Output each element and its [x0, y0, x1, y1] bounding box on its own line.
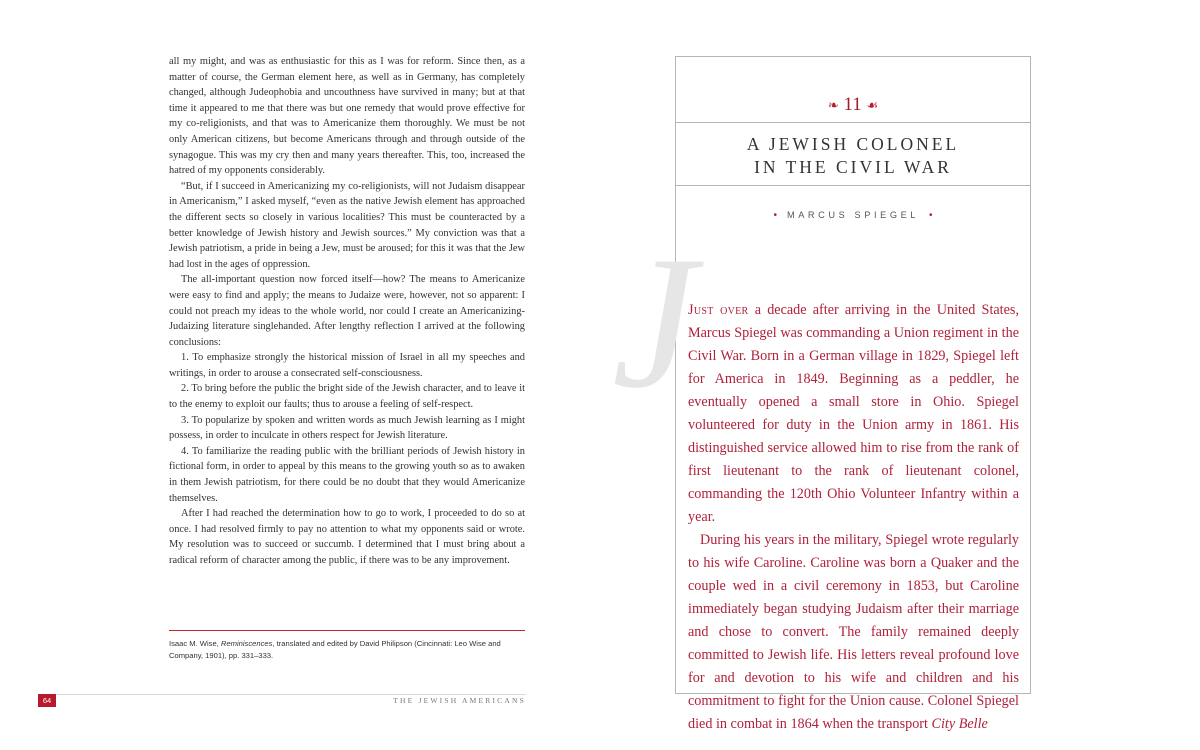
list-item: 2. To bring before the public the bright side of the Jewish character, and to leave it to the enemy to exploit our faults; thus to arouse a feeling of self-respect.	[169, 383, 525, 411]
author-byline	[675, 210, 1031, 221]
list-item: 3. To popularize by spoken and written words as much Jewish learning as I might possess, in order to inculcate in others respect for Jewish literature.	[169, 414, 525, 442]
paragraph: The all-important question now forced itself—how? The means to Americanize were easy to find and apply; the means to Judaize were, however, not so apparent: I could not preach my ideas to the whole world, nor could I create an Americanizing-Judaizing literature singlehanded. After lengthy reflection I arrived at the following conclusions:	[169, 274, 525, 348]
running-head: THE JEWISH AMERICANS	[393, 696, 526, 705]
author-name: MARCUS SPIEGEL	[786, 210, 920, 220]
paragraph	[688, 529, 1019, 736]
right-flourish-icon: ☙	[866, 97, 879, 113]
right-body-text	[688, 299, 1019, 736]
footnote-text: , translated and edited by David Philipson (Cincinnati: Leo Wise and Company, 1901), pp. 331–333.	[169, 639, 501, 660]
decorative-drop-letter: J	[612, 218, 697, 428]
chapter-number-value: 11	[843, 94, 862, 115]
chapter-title-line: IN THE CIVIL WAR	[754, 157, 952, 177]
ship-name: City Belle	[931, 716, 988, 732]
paragraph-text: During his years in the military, Spiegel wrote regularly to his wife Caroline. Caroline was born a Quaker and the couple wed in a civil ceremony in 1853, but Caroline immediately began studying Judaism after their marriage and chose to convert. The family remained deeply committed to Jewish life. His letters reveal profound love for and devotion to his wife and children and his commitment to fight for the Union cause. Colonel Spiegel died in combat in 1864 when the transport	[688, 532, 1019, 732]
bullet-icon: •	[773, 210, 777, 221]
lead-in: Just over	[688, 302, 749, 318]
left-body-text	[169, 54, 525, 569]
paragraph: After I had reached the determination how to go to work, I proceeded to do so at once. I had resolved firmly to pay no attention to what my opponents said or wrote. My resolution was to succeed or succumb. I determined that I must bring about a radical reform of character among the public, if there was to be any improvement.	[169, 508, 525, 566]
bullet-icon: •	[929, 210, 933, 221]
page-number: 64	[38, 694, 56, 707]
paragraph	[688, 299, 1019, 529]
title-bottom-rule	[675, 185, 1031, 186]
footnote	[169, 638, 525, 661]
footer-divider	[40, 694, 526, 695]
paragraph-text: a decade after arriving in the United States, Marcus Spiegel was commanding a Union regiment in the Civil War. Born in a German village in 1829, Spiegel left for America in 1849. Beginning as a peddler, he eventually opened a small store in Ohio. Spiegel volunteered for duty in the Union army in 1861. His distinguished service allowed him to rise from the rank of first lieutenant to the rank of lieutenant colonel, commanding the 120th Ohio Volunteer Infantry within a year.	[688, 302, 1019, 525]
chapter-title-line: A JEWISH COLONEL	[746, 134, 960, 154]
paragraph: “But, if I succeed in Americanizing my co-religionists, will not Judaism disappear in Americanism,” I asked myself, “even as the native Jewish element has approached the different sects so closely in various localities? This must be counteracted by a better knowledge of Jewish history and Jewish sources.” My conviction was that a Jewish patriotism, a pride in being a Jew, must be aroused; for this it was that the Jew had lost in the ages of oppression.	[169, 180, 525, 270]
footnote-divider	[169, 630, 525, 631]
footnote-book-title: Reminiscences	[220, 639, 273, 648]
chapter-number	[675, 94, 1031, 116]
footnote-text: Isaac M. Wise,	[169, 639, 221, 648]
paragraph: all my might, and was as enthusiastic for this as I was for reform. Since then, as a matter of course, the German element here, as well as in Germany, has completely changed, although Judeophobia and uncouthness have survived in many; but at that time it appeared to me that there was but one remedy that would prove effective for my co-religionists, and that was to Americanize them thoroughly. We must be not only American citizens, but become Americans through and through outside of the synagogue. This was my cry then and many years thereafter. This, too, increased the hatred of my opponents considerably.	[169, 56, 525, 177]
chapter-title	[675, 133, 1031, 179]
left-flourish-icon: ❧	[827, 97, 839, 113]
list-item: 4. To familiarize the reading public with the brilliant periods of Jewish history in fictional form, in order to appeal by this means to the growing youth so as to awaken in them Jewish patriotism, for there could be no doubt that they would Americanize themselves.	[169, 445, 525, 504]
title-top-rule	[675, 122, 1031, 123]
list-item: 1. To emphasize strongly the historical mission of Israel in all my speeches and writings, in order to arouse a consecrated self-consciousness.	[169, 352, 525, 379]
